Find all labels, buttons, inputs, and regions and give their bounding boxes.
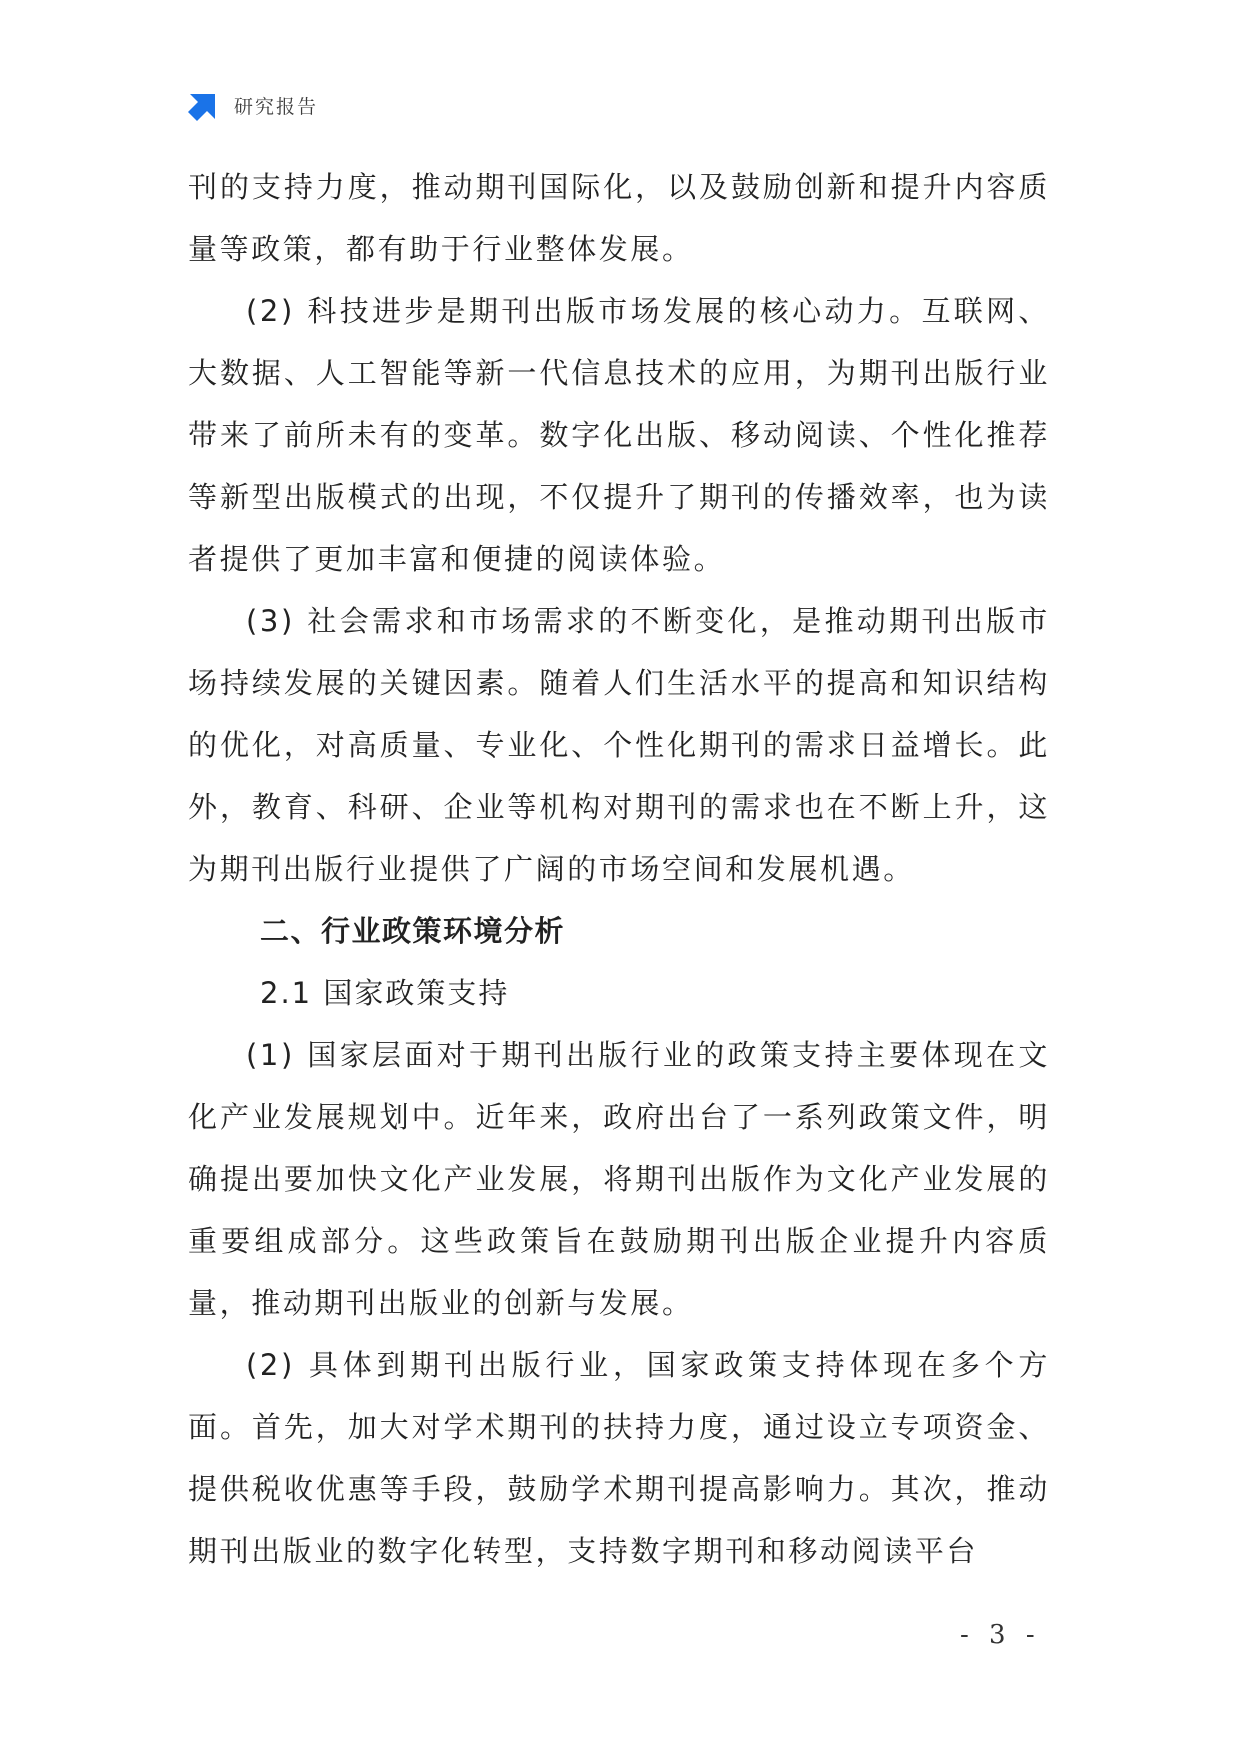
subsection-heading: 2.1 国家政策支持 xyxy=(260,976,510,1010)
section-paragraph-1: (1) 国家层面对于期刊出版行业的政策支持主要体现在文化产业发展规划中。近年来，政府出台了一系列政策文件，明确提出要加快文化产业发展，将期刊出版作为文化产业发展的重要组成部分。这些政策旨在鼓励期刊出版企业提升内容质量，推动期刊出版业的创新与发展。 xyxy=(188,1038,1050,1320)
page-number: - 3 - xyxy=(960,1620,1041,1650)
paragraph-item-2: (2) 科技进步是期刊出版市场发展的核心动力。互联网、大数据、人工智能等新一代信息技术的应用，为期刊出版行业带来了前所未有的变革。数字化出版、移动阅读、个性化推荐等新型出版模式的出现，不仅提升了期刊的传播效率，也为读者提供了更加丰富和便捷的阅读体验。 xyxy=(188,294,1050,576)
document-body xyxy=(188,156,1050,1582)
paragraph-item-3: (3) 社会需求和市场需求的不断变化，是推动期刊出版市场持续发展的关键因素。随着人们生活水平的提高和知识结构的优化，对高质量、专业化、个性化期刊的需求日益增长。此外，教育、科研、企业等机构对期刊的需求也在不断上升，这为期刊出版行业提供了广阔的市场空间和发展机遇。 xyxy=(188,604,1050,886)
paragraph-continued: 刊的支持力度，推动期刊国际化，以及鼓励创新和提升内容质量等政策，都有助于行业整体发展。 xyxy=(188,170,1050,266)
report-type-label: 研究报告 xyxy=(234,95,319,118)
page-header xyxy=(188,88,318,122)
section-paragraph-2: (2) 具体到期刊出版行业，国家政策支持体现在多个方面。首先，加大对学术期刊的扶持力度，通过设立专项资金、提供税收优惠等手段，鼓励学术期刊提高影响力。其次，推动期刊出版业的数字化转型，支持数字期刊和移动阅读平台 xyxy=(188,1348,1050,1568)
arrow-up-right-logo-icon xyxy=(188,89,220,121)
section-heading: 二、行业政策环境分析 xyxy=(260,914,566,948)
